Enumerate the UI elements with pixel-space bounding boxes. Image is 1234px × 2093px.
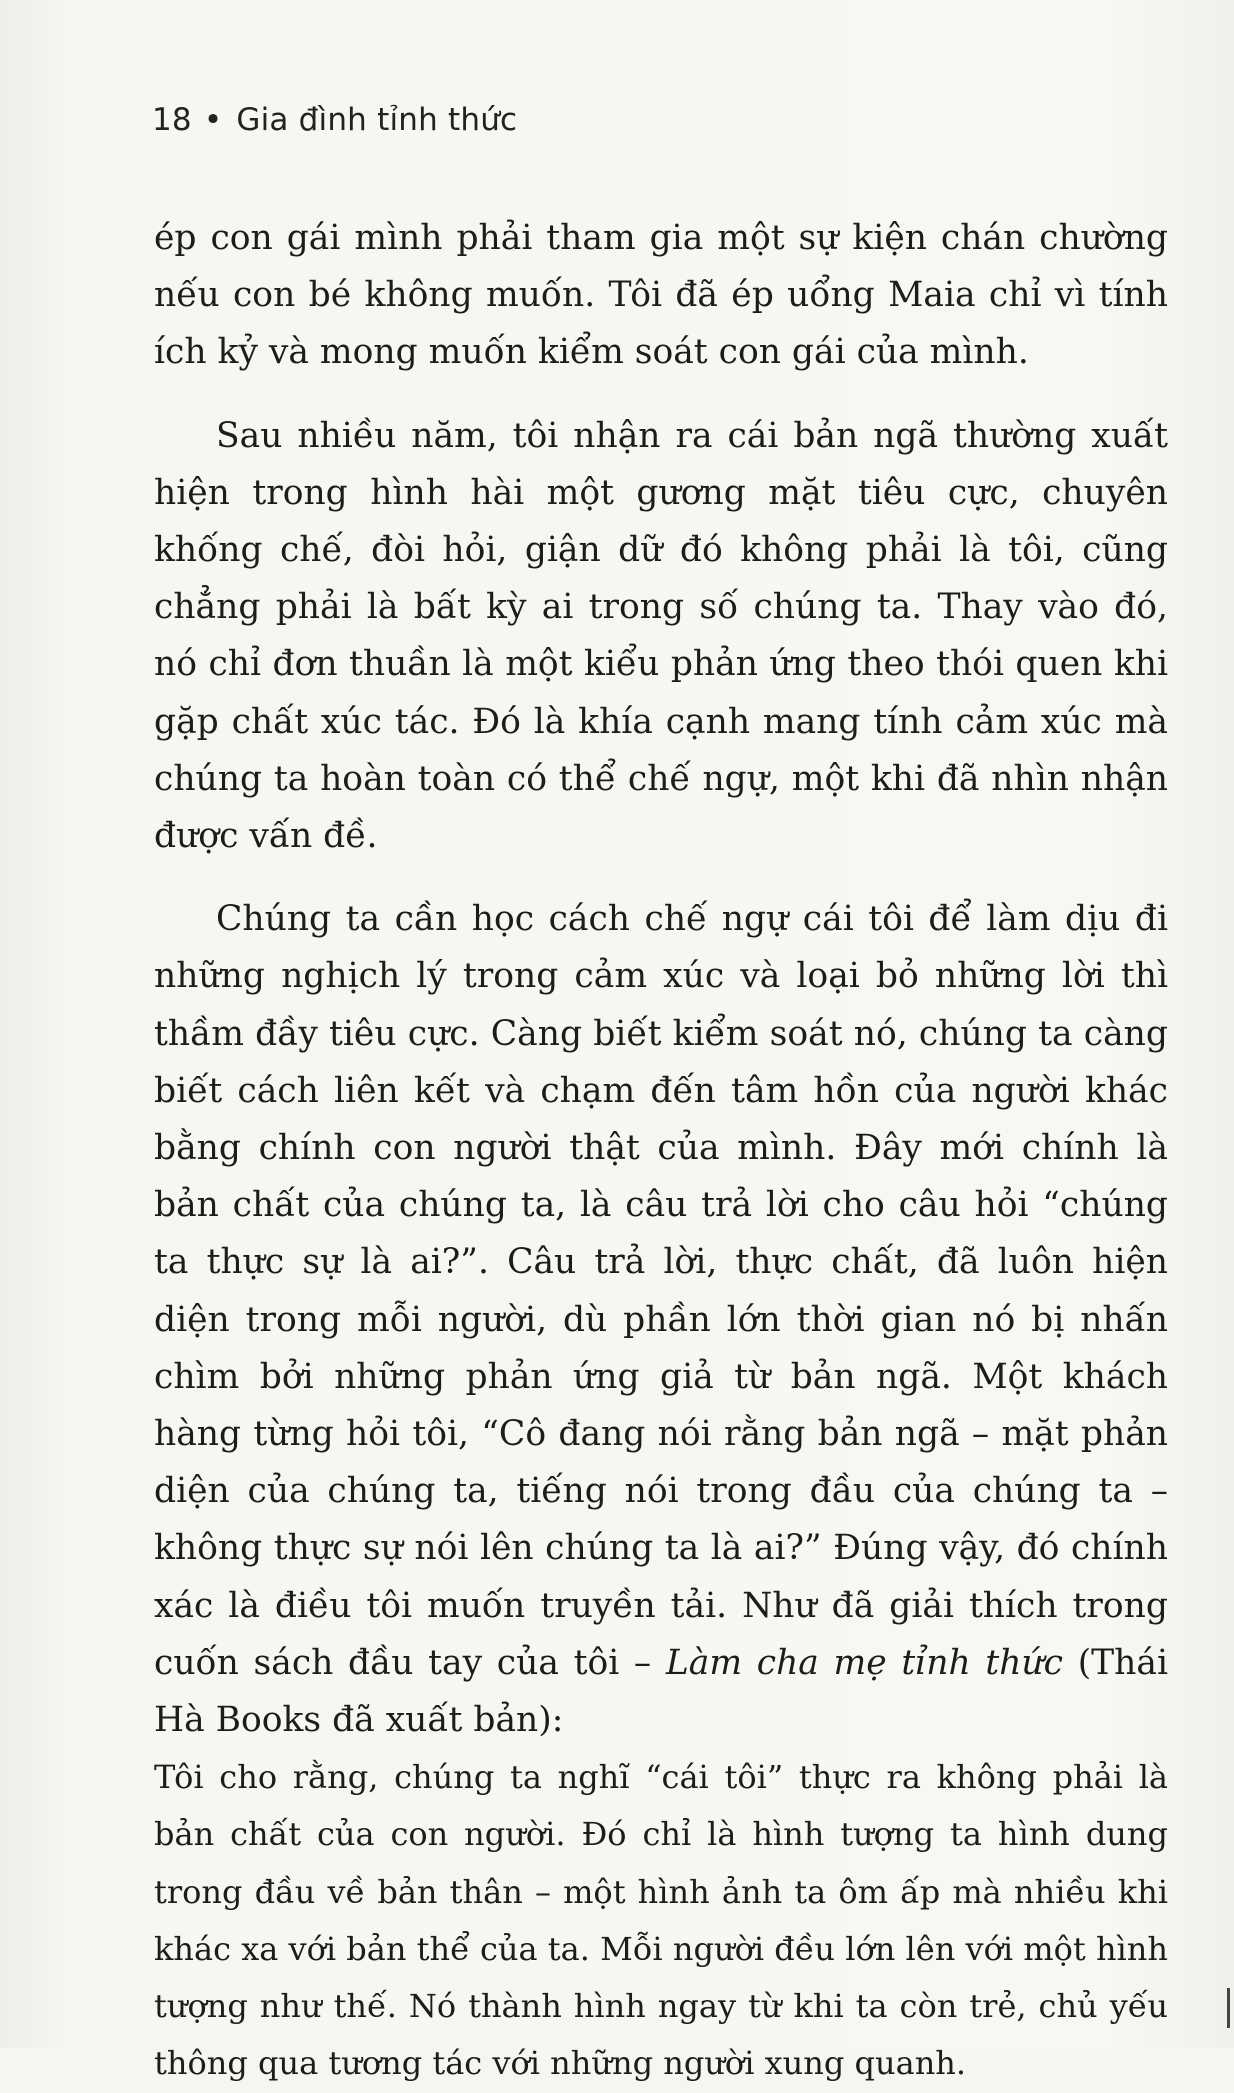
bullet-separator: • [203, 102, 223, 138]
page-edge-shadow [1227, 1988, 1230, 2028]
publisher-note: (Thái Hà Books đã xuất bản): [154, 1642, 1168, 1741]
book-reference: Làm cha mẹ tỉnh thức [665, 1642, 1064, 1683]
paragraph-taming-ego [154, 891, 1168, 1749]
page-number: 18 [152, 102, 192, 138]
book-title: Gia đình tỉnh thức [236, 102, 518, 138]
paragraph-taming-ego-text: Chúng ta cần học cách chế ngự cái tôi để làm dịu đi những nghịch lý trong cảm xúc và loại bỏ những lời thì thầm đầy tiêu cực. Càng biết kiểm soát nó, chúng ta càng biết cách liên kết và chạm đến tâm hồn của người khác bằng chính con người thật của mình. Đây mới chính là bản chất của chúng ta, là câu trả lời cho câu hỏi “chúng ta thực sự là ai?”. Câu trả lời, thực chất, đã luôn hiện diện trong mỗi người, dù phần lớn thời gian nó bị nhấn chìm bởi những phản ứng giả từ bản ngã. Một khách hàng từng hỏi tôi, “Cô đang nói rằng bản ngã – mặt phản diện của chúng ta, tiếng nói trong đầu của chúng ta – không thực sự nói lên chúng ta là ai?” Đúng vậy, đó chính xác là điều tôi muốn truyền tải. Như đã giải thích trong cuốn sách đầu tay của tôi – [154, 899, 1168, 1683]
body-text [154, 210, 1168, 2093]
block-quote: Tôi cho rằng, chúng ta nghĩ “cái tôi” thực ra không phải là bản chất của con người. Đó chỉ là hình tượng ta hình dung trong đầu về bản thân – một hình ảnh ta ôm ấp mà nhiều khi khác xa với bản thể của ta. Mỗi người đều lớn lên với một hình tượng như thế. Nó thành hình ngay từ khi ta còn trẻ, chủ yếu thông qua tương tác với những người xung quanh. [154, 1758, 1168, 2083]
paragraph-continuation: ép con gái mình phải tham gia một sự kiện chán chường nếu con bé không muốn. Tôi đã ép uổng Maia chỉ vì tính ích kỷ và mong muốn kiểm soát con gái của mình. [154, 218, 1168, 373]
running-header [152, 102, 517, 138]
paragraph-ego: Sau nhiều năm, tôi nhận ra cái bản ngã thường xuất hiện trong hình hài một gương mặt tiêu cực, chuyên khống chế, đòi hỏi, giận dữ đó không phải là tôi, cũng chẳng phải là bất kỳ ai trong số chúng ta. Thay vào đó, nó chỉ đơn thuần là một kiểu phản ứng theo thói quen khi gặp chất xúc tác. Đó là khía cạnh mang tính cảm xúc mà chúng ta hoàn toàn có thể chế ngự, một khi đã nhìn nhận được vấn đề. [154, 415, 1168, 857]
